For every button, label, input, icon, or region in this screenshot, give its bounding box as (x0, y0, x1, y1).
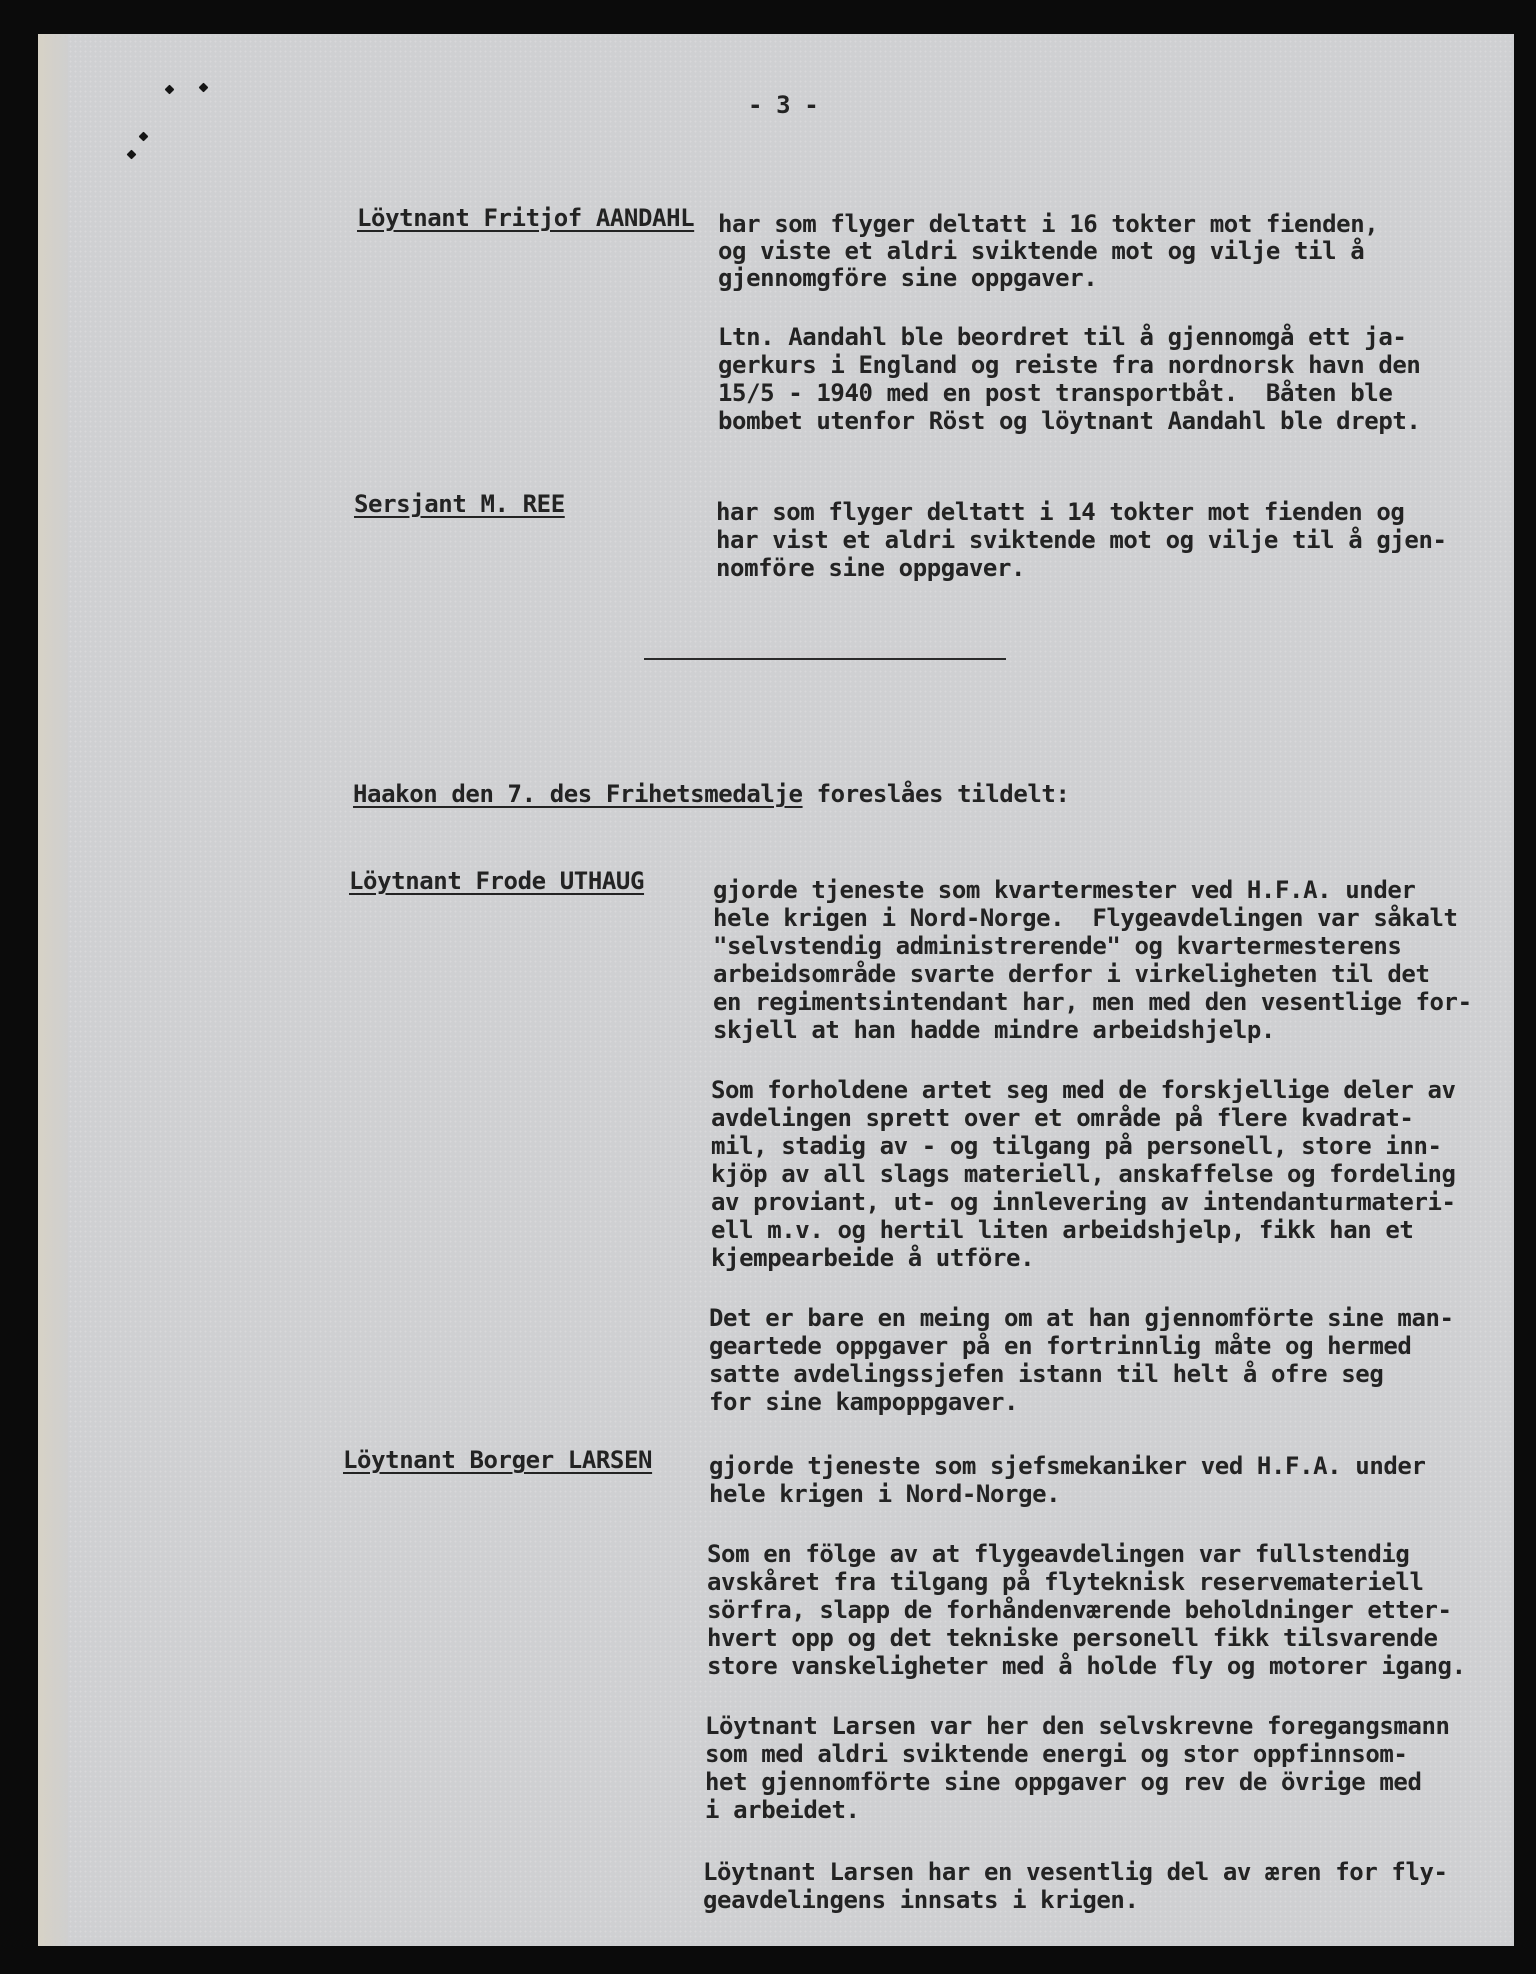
paragraph-line: Ltn. Aandahl ble beordret til å gjennomgå ett ja- (718, 323, 1407, 351)
paragraph-line: som med aldri sviktende energi og stor oppfinnsom- (705, 1740, 1408, 1768)
paragraph-line: hvert opp og det tekniske personell fikk tilsvarende (707, 1624, 1438, 1652)
paragraph-line: Löytnant Larsen har en vesentlig del av æren for fly- (703, 1858, 1448, 1886)
medal-heading-underlined: Haakon den 7. des Frihetsmedalje (353, 780, 803, 808)
paragraph-line: har som flyger deltatt i 16 tokter mot fienden, (718, 210, 1379, 238)
paragraph-line: 15/5 - 1940 med en post transportbåt. Båten ble (718, 379, 1393, 407)
paragraph-line: gerkurs i England og reiste fra nordnorsk havn den (718, 351, 1421, 379)
paragraph-line: geartede oppgaver på en fortrinnlig måte og hermed (709, 1332, 1412, 1360)
paragraph-line: avskåret fra tilgang på flyteknisk reservemateriell (707, 1568, 1424, 1596)
paragraph-line: sörfra, slapp de forhåndenværende beholdninger etter- (707, 1596, 1452, 1624)
person-name: Löytnant Borger LARSEN (343, 1446, 653, 1474)
paragraph-line: "selvstendig administrerende" og kvartermesterens (713, 932, 1402, 960)
paragraph-line: gjorde tjeneste som sjefsmekaniker ved H.F.A. under (709, 1452, 1426, 1480)
paragraph-line: ell m.v. og hertil liten arbeidshjelp, fikk han et (711, 1216, 1414, 1244)
paragraph-line: Det er bare en meing om at han gjennomförte sine man- (709, 1304, 1454, 1332)
paragraph-line: en regimentsintendant har, men med den vesentlige for- (713, 988, 1472, 1016)
paragraph-line: arbeidsområde svarte derfor i virkeligheten til det (713, 960, 1430, 988)
paragraph-line: hele krigen i Nord-Norge. Flygeavdelingen var såkalt (713, 904, 1458, 932)
person-name: Sersjant M. REE (354, 490, 565, 518)
paragraph-line: skjell at han hadde mindre arbeidshjelp. (713, 1016, 1275, 1044)
paragraph-line: hele krigen i Nord-Norge. (709, 1480, 1061, 1508)
paragraph-line: av proviant, ut- og innlevering av intendanturmateri- (711, 1188, 1456, 1216)
paragraph-line: Löytnant Larsen var her den selvskrevne foregangsmann (705, 1712, 1450, 1740)
paragraph-line: Som en fölge av at flygeavdelingen var fullstendig (707, 1540, 1410, 1568)
paragraph-line: Som forholdene artet seg med de forskjellige deler av (711, 1076, 1456, 1104)
medal-heading (353, 781, 1070, 808)
paragraph-line: avdelingen sprett over et område på flere kvadrat- (711, 1104, 1414, 1132)
paper-edge (38, 34, 68, 1946)
paragraph-line: geavdelingens innsats i krigen. (703, 1886, 1139, 1914)
paragraph-line: har vist et aldri sviktende mot og vilje til å gjen- (716, 526, 1447, 554)
paragraph-line: nomföre sine oppgaver. (716, 554, 1026, 582)
paragraph-line: og viste et aldri sviktende mot og vilje til å (718, 237, 1365, 265)
paragraph-line: for sine kampoppgaver. (709, 1388, 1019, 1416)
medal-heading-rest: foreslåes tildelt: (802, 780, 1070, 808)
paragraph-line: satte avdelingssjefen istann til helt å ofre seg (709, 1360, 1384, 1388)
person-name: Löytnant Frode UTHAUG (349, 867, 645, 895)
paragraph-line: het gjennomförte sine oppgaver og rev de övrige med (705, 1768, 1422, 1796)
paragraph-line: gjennomgföre sine oppgaver. (718, 264, 1098, 292)
page-number: - 3 - (748, 91, 819, 119)
paragraph-line: mil, stadig av - og tilgang på personell, store inn- (711, 1132, 1442, 1160)
paragraph-line: bombet utenfor Röst og löytnant Aandahl ble drept. (718, 407, 1421, 435)
paragraph-line: kjöp av all slags materiell, anskaffelse og fordeling (711, 1160, 1456, 1188)
paragraph-line: kjempearbeide å utföre. (711, 1244, 1035, 1272)
paragraph-line: i arbeidet. (705, 1796, 860, 1824)
paragraph-line: har som flyger deltatt i 14 tokter mot fienden og (716, 498, 1405, 526)
paragraph-line: gjorde tjeneste som kvartermester ved H.F.A. under (713, 876, 1416, 904)
section-divider (644, 658, 1006, 660)
paragraph-line: store vanskeligheter med å holde fly og motorer igang. (707, 1652, 1466, 1680)
person-name: Löytnant Fritjof AANDAHL (357, 204, 695, 232)
